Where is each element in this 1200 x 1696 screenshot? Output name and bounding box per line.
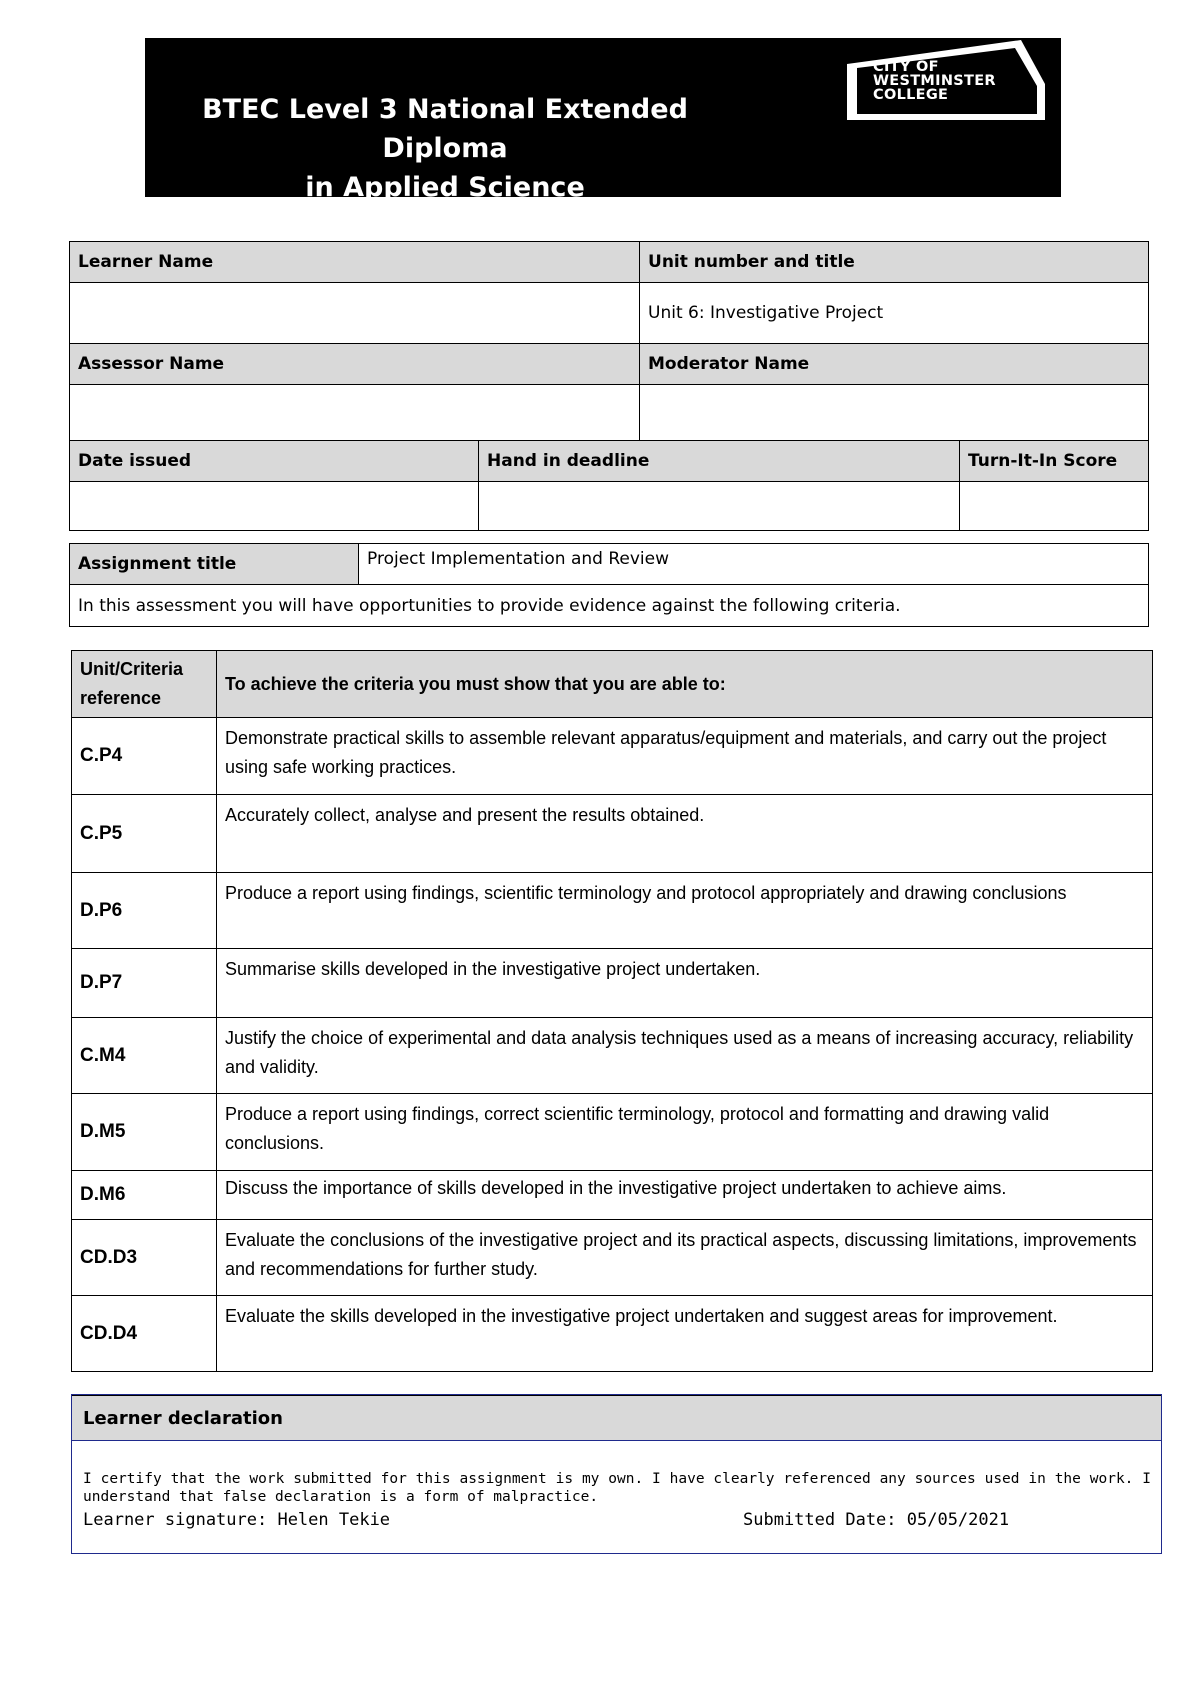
assignment-title-value: Project Implementation and Review [359,544,1149,585]
criteria-row [72,1220,1153,1296]
criteria-ref: D.M6 [72,1171,217,1220]
title-line-2: in Applied Science [305,172,585,203]
deadline-label: Hand in deadline [479,441,960,482]
deadline-field[interactable] [479,482,960,531]
date-issued-field[interactable] [70,482,479,531]
criteria-row [72,795,1153,873]
declaration-header: Learner declaration [72,1395,1161,1441]
document-title [185,90,705,207]
criteria-row [72,718,1153,795]
logo-line-2: WESTMINSTER [873,73,996,89]
logo-line-1: CITY OF [873,59,939,75]
turnitin-label: Turn-It-In Score [960,441,1149,482]
criteria-ref: CD.D3 [72,1220,217,1296]
assessment-intro: In this assessment you will have opportunities to provide evidence against the following criteria. [70,585,1149,627]
submitted-date: Submitted Date: 05/05/2021 [743,1510,1010,1530]
criteria-row [72,1094,1153,1171]
logo-line-3: COLLEGE [873,87,949,103]
criteria-ref: D.P6 [72,873,217,949]
criteria-ref: D.M5 [72,1094,217,1171]
criteria-desc: Demonstrate practical skills to assemble relevant apparatus/equipment and materials, and carry out the project using safe working practices. [217,718,1153,795]
criteria-desc: Produce a report using findings, correct scientific terminology, protocol and formatting and drawing valid conclusions. [217,1094,1153,1171]
title-banner [145,38,1061,203]
date-issued-label: Date issued [70,441,479,482]
assessor-name-label: Assessor Name [70,344,640,385]
criteria-ref-header: Unit/Criteria reference [72,651,217,718]
logo-text [873,60,996,102]
criteria-row [72,1171,1153,1220]
declaration-signature-line [83,1510,1151,1530]
moderator-name-field[interactable] [640,385,1149,441]
moderator-name-label: Moderator Name [640,344,1149,385]
criteria-row [72,1296,1153,1372]
learner-info-table [69,241,1149,531]
turnitin-field[interactable] [960,482,1149,531]
learner-declaration [71,1394,1162,1554]
criteria-ref: CD.D4 [72,1296,217,1372]
criteria-desc: Evaluate the skills developed in the investigative project undertaken and suggest areas for improvement. [217,1296,1153,1372]
learner-signature: Learner signature: Helen Tekie [83,1510,391,1530]
assessor-name-field[interactable] [70,385,640,441]
criteria-row [72,949,1153,1018]
criteria-desc: Summarise skills developed in the investigative project undertaken. [217,949,1153,1018]
criteria-desc-header: To achieve the criteria you must show that you are able to: [217,651,1153,718]
unit-label: Unit number and title [640,242,1149,283]
criteria-ref: D.P7 [72,949,217,1018]
criteria-ref: C.P4 [72,718,217,795]
criteria-row [72,1018,1153,1094]
criteria-desc: Produce a report using findings, scientific terminology and protocol appropriately and drawing conclusions [217,873,1153,949]
college-logo [845,38,1061,122]
unit-value: Unit 6: Investigative Project [640,283,1149,344]
criteria-ref: C.P5 [72,795,217,873]
learner-name-field[interactable] [70,283,640,344]
assignment-table [69,543,1149,627]
criteria-desc: Discuss the importance of skills developed in the investigative project undertaken to achieve aims. [217,1171,1153,1220]
criteria-row [72,873,1153,949]
criteria-ref: C.M4 [72,1018,217,1094]
title-line-1: BTEC Level 3 National Extended Diploma [202,94,688,164]
assignment-title-label: Assignment title [70,544,359,585]
criteria-desc: Accurately collect, analyse and present the results obtained. [217,795,1153,873]
criteria-desc: Justify the choice of experimental and data analysis techniques used as a means of increasing accuracy, reliability and validity. [217,1018,1153,1094]
criteria-table [71,650,1153,1372]
learner-name-label: Learner Name [70,242,640,283]
declaration-text: I certify that the work submitted for this assignment is my own. I have clearly referenced any sources used in the work. I understand that false declaration is a form of malpractice. [83,1471,1151,1505]
criteria-desc: Evaluate the conclusions of the investigative project and its practical aspects, discussing limitations, improvements and recommendations for further study. [217,1220,1153,1296]
